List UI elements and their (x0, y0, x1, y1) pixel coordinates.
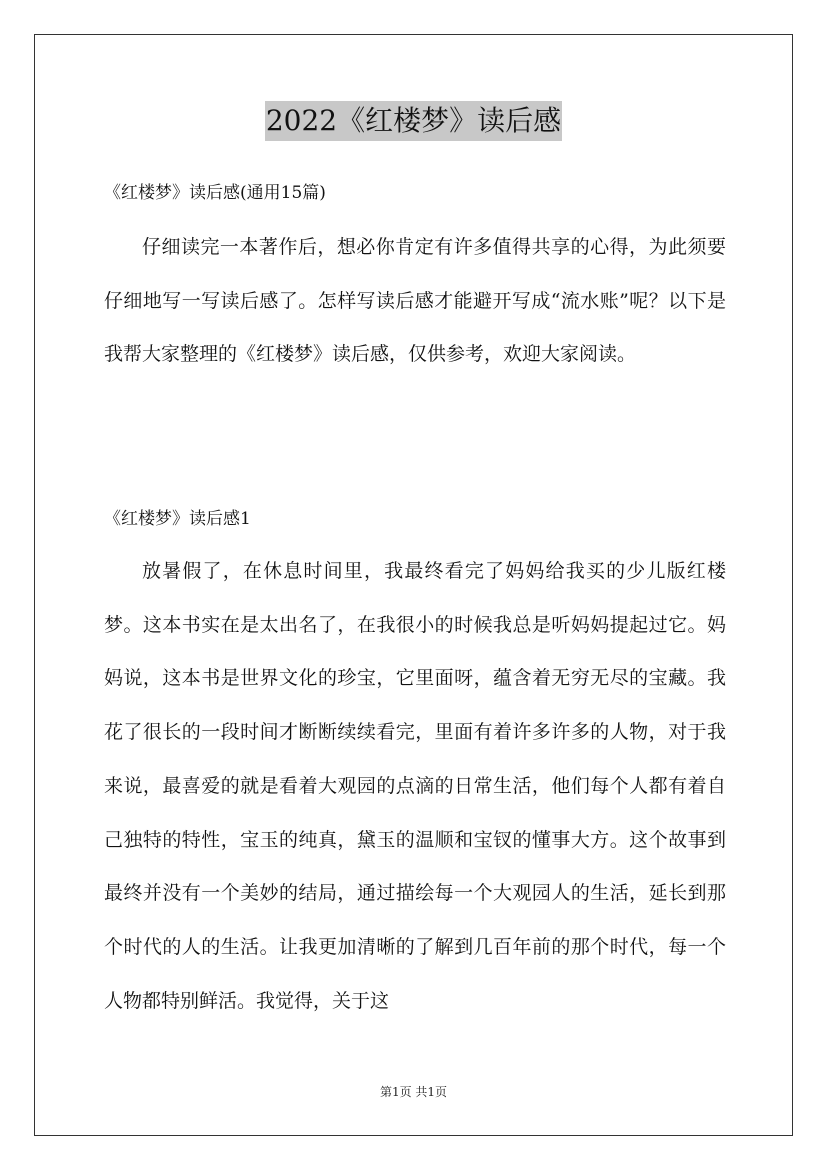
intro-paragraph: 仔细读完一本著作后，想必你肯定有许多值得共享的心得，为此须要仔细地写一写读后感了。怎样写读后感才能避开写成“流水账”呢？以下是我帮大家整理的《红楼梦》读后感，仅供参考，欢迎大家阅读。 (104, 236, 726, 366)
section-paragraph: 放暑假了，在休息时间里，我最终看完了妈妈给我买的少儿版红楼梦。这本书实在是太出名了，在我很小的时候我总是听妈妈提起过它。妈妈说，这本书是世界文化的珍宝，它里面呀，蕴含着无穷无尽的宝藏。我花了很长的一段时间才断断续续看完，里面有着许多许多的人物，对于我来说，最喜爱的就是看着大观园的点滴的日常生活，他们每个人都有着自己独特的特性，宝玉的纯真，黛玉的温顺和宝钗的懂事大方。这个故事到最终并没有一个美妙的结局，通过描绘每一个大观园人的生活，延长到那个时代的人的生活。让我更加清晰的了解到几百年前的那个时代，每一个人物都特别鲜活。我觉得，关于这 (104, 560, 726, 1012)
section-heading: 《红楼梦》读后感1 (104, 509, 251, 529)
page-footer: 第1页 共1页 (379, 1085, 448, 1099)
title-container (0, 101, 827, 141)
document-subtitle: 《红楼梦》读后感(通用15篇) (104, 183, 326, 203)
document-title: 2022《红楼梦》读后感 (265, 101, 562, 141)
